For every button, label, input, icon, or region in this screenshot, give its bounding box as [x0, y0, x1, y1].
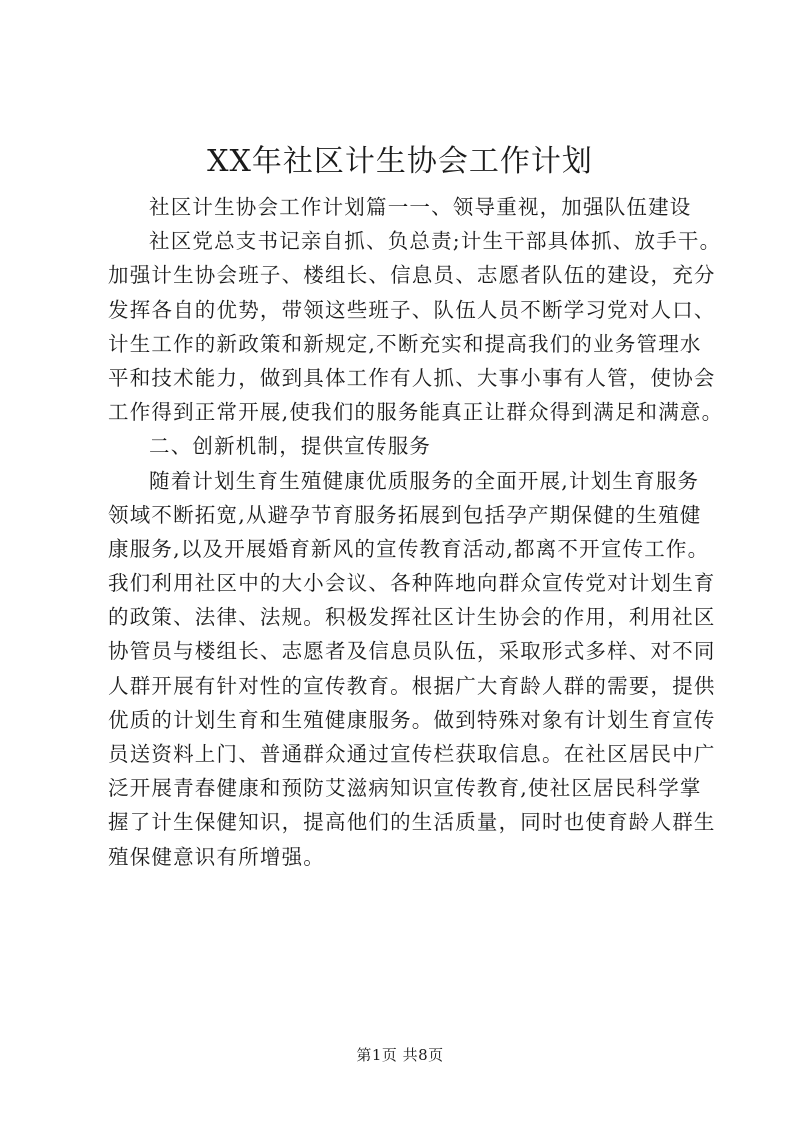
body-line: 优质的计划生育和生殖健康服务。做到特殊对象有计划生育宣传: [108, 707, 716, 732]
body-line: 社区计生协会工作计划篇一一、领导重视，加强队伍建设: [149, 195, 692, 219]
body-line: 社区党总支书记亲自抓、负总责;计生干部具体抓、放手干。: [149, 229, 722, 254]
body-line: 殖保健意识有所增强。: [108, 844, 325, 869]
body-line: 员送资料上门、普通群众通过宣传栏获取信息。在社区居民中广: [108, 742, 716, 766]
document-body: [108, 190, 724, 874]
body-line: 人群开展有针对性的宣传教育。根据广大育龄人群的需要，提供: [108, 673, 716, 698]
page-number-footer: 第1页 共8页: [356, 1046, 444, 1064]
body-line: 加强计生协会班子、楼组长、信息员、志愿者队伍的建设，充分: [108, 263, 716, 288]
body-line: 我们利用社区中的大小会议、各种阵地向群众宣传党对计划生育: [108, 571, 716, 596]
body-line: 泛开展青春健康和预防艾滋病知识宣传教育,使社区居民科学掌: [108, 776, 702, 801]
body-line: 平和技术能力，做到具体工作有人抓、大事小事有人管，使协会: [108, 365, 716, 390]
body-line: 随着计划生育生殖健康优质服务的全面开展,计划生育服务: [149, 468, 700, 493]
section-heading: 二、创新机制，提供宣传服务: [149, 434, 432, 459]
document-title: XX年社区计生协会工作计划: [207, 144, 593, 179]
body-line: 领域不断拓宽,从避孕节育服务拓展到包括孕产期保健的生殖健: [108, 502, 702, 527]
body-line: 康服务,以及开展婚育新风的宣传教育活动,都离不开宣传工作。: [108, 536, 710, 561]
body-line: 的政策、法律、法规。积极发挥社区计生协会的作用，利用社区: [108, 605, 716, 630]
body-line: 协管员与楼组长、志愿者及信息员队伍，采取形式多样、对不同: [108, 639, 716, 664]
body-line: 握了计生保健知识，提高他们的生活质量，同时也使育龄人群生: [108, 810, 716, 835]
body-line: 工作得到正常开展,使我们的服务能真正让群众得到满足和满意。: [108, 400, 724, 425]
body-line: 发挥各自的优势，带领这些班子、队伍人员不断学习党对人口、: [108, 297, 716, 322]
body-line: 计生工作的新政策和新规定,不断充实和提高我们的业务管理水: [108, 331, 702, 356]
